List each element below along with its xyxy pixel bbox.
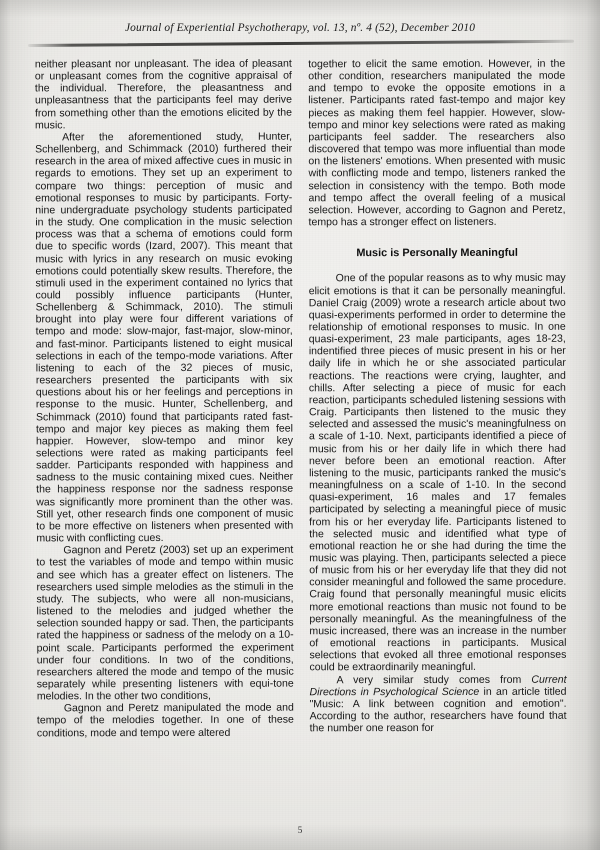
journal-title-italic: Current Directions in Psychological Science [309, 673, 567, 698]
paragraph-current-directions [309, 673, 566, 734]
header-rule-divider [28, 40, 574, 47]
paragraph-gagnon-peretz-cont: Gagnon and Peretz manipulated the mode and tempo of the melodies together. In one of these conditions, mode and tempo were altered [36, 701, 294, 739]
section-heading: Music is Personally Meaningful [356, 247, 518, 260]
running-head: Journal of Experiential Psychotherapy, vol. 13, nº. 4 (52), December 2010 [124, 22, 476, 34]
two-column-body [36, 58, 566, 818]
paragraph-lead-text: A very similar study comes from [336, 673, 532, 686]
paragraph-gagnon-peretz: Gagnon and Peretz (2003) set up an experiment to test the variables of mode and tempo within music and see which has a greater effect on listeners. The researchers used simple melodies as the stimuli in the study. The subjects, who were all non-musicians, listened to the melodies and judged whether the selection sounded happy or sad. Then, the participants rated the happiness or sadness of the melody on a 10-point scale. Participants performed the experiment under four conditions. In two of the conditions, researchers altered the mode and tempo of the music separately while presenting listeners with equi-tone melodies. In the other two conditions, [36, 543, 294, 703]
paragraph-personally-meaningful: One of the popular reasons as to why music may elicit emotions is that it can be personally meaningful. Daniel Craig (2009) wrote a research article about two quasi-experiments performed in order to determine the relationship of emotional responses to music. In one quasi-experiment, 23 male participants, ages 18-23, indentified three pieces of music present in his or her daily life in which he or she associated particular reactions. The reactions were crying, laughter, and chills. After selecting a piece of music for each reaction, participants scheduled listening sessions with Craig. Participants then listened to the music they selected and assessed the music's meaningfulness on a scale of 1-10. Next, participants identified a piece of music from his or her daily life in which there had never before been an emotional reaction. After listening to the music, participants ranked the music's meaningfulness on a scale of 1-10. In the second quasi-experiment, 16 males and 17 females participated by selecting a meaningful piece of music from his or her everyday life. Participants listened to the selected music and identified what type of emotional reaction he or she had during the time the music was playing. Then, participants selected a piece of music from his or her everyday life that they did not consider meaningful and followed the same procedure. Craig found that personally meaningful music elicits more emotional reactions than music not found to be personally meaningful. As the meaningfulness of the music increased, there was an increase in the number of emotional reactions in participants. Musical selections that evoked all three emotional responses could be extraordinarily meaningful. [308, 272, 567, 674]
paragraph-tail-text: in an article titled "Music: A link between cognition and emotion". According to the author, researchers have found that the number one reason for [309, 685, 567, 735]
page-number: 5 [297, 826, 303, 836]
paragraph-hunter-study: After the aforementioned study, Hunter, Schellenberg, and Schimmack (2010) furthered their research in the area of mixed affective cues in music in regards to emotions. They set up an experiment to compare two things: perception of music and emotional responses to music by participants. Forty-nine undergraduate psychology students participated in the study. One complication in the music selection process was that a schema of emotions could form due to specific words (Izard, 2007). This meant that music with lyrics in any research on music evoking emotions could potentially skew results. Therefore, the stimuli used in the experiment contained no lyrics that could possibly influence participants (Hunter, Schellenberg & Schimmack, 2010). The stimuli brought into play were four different variations of tempo and mode: slow-major, fast-major, slow-minor, and fast-minor. Participants listened to eight musical selections in each of the tempo-mode variations. After listening to each of the 32 pieces of music, researchers presented the participants with six questions about his or her feelings and perceptions in response to the music. Hunter, Schellenberg, and Schimmack (2010) found that participants rated fast-tempo and major key pieces as making them feel happier. However, slow-tempo and minor key selections were rated as making participants feel sadder. Participants responded with happiness and sadness to the music containing mixed cues. Neither the happiness response nor the sadness response was significantly more prominent than the other was. Still yet, other research finds one component of music to be more effective on listeners when presented with music with conflicting cues. [35, 130, 294, 545]
left-column [35, 58, 294, 819]
paragraph-continued: neither pleasant nor unpleasant. The idea of pleasant or unpleasant comes from the cognitive appraisal of the individual. Therefore, the pleasantness and unpleasantness that the participants feel may derive from something other than the emotions elicited by the music. [34, 57, 292, 132]
right-column [308, 58, 567, 819]
paragraph-continued-right: together to elicit the same emotion. However, in the other condition, researchers manipulated the mode and tempo to evoke the opposite emotions in a listener. Participants rated fast-tempo and major key pieces as making them feel happier. However, slow-tempo and minor key selections were rated as making participants feel sadder. The researchers also discovered that tempo was more influential than mode on the listeners' emotions. When presented with music with conflicting mode and tempo, listeners ranked the selection in consistency with the tempo. Both mode and tempo affect the overall feeling of a musical selection. However, according to Gagnon and Peretz, tempo has a stronger effect on listeners. [308, 57, 566, 229]
